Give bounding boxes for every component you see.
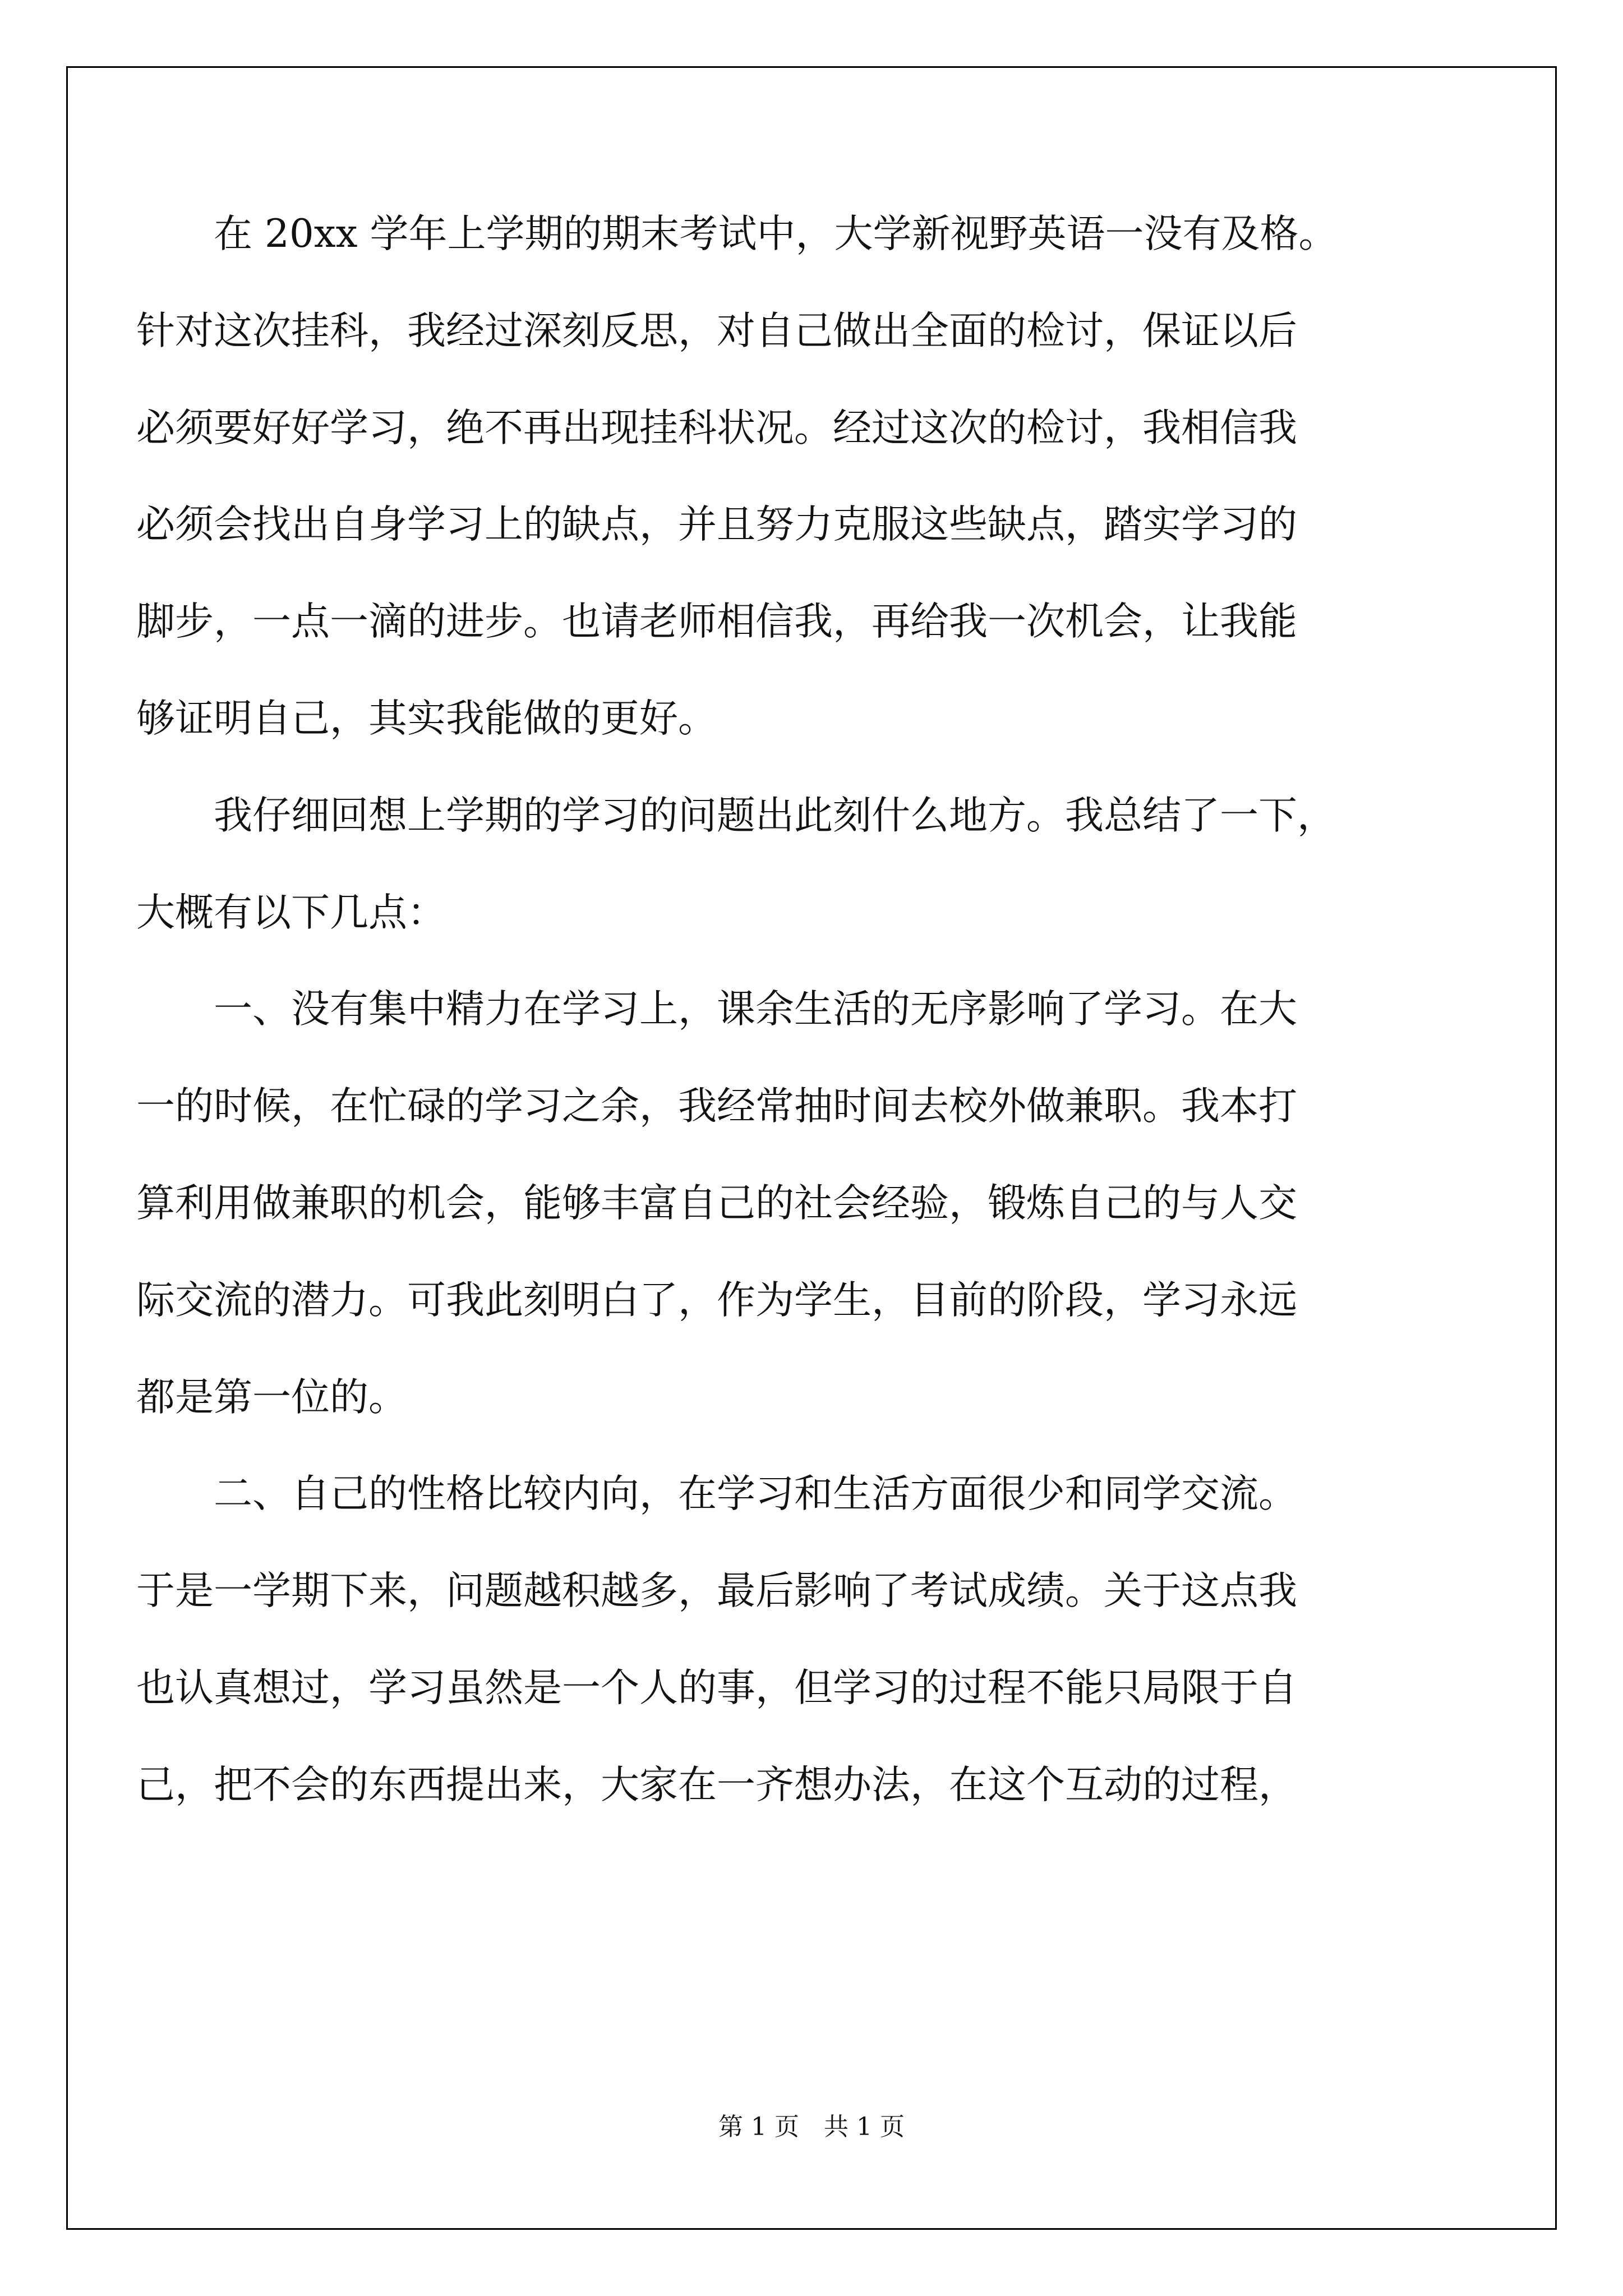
text-line: 都是第一位的。 xyxy=(136,1375,407,1420)
text-line: 必须会找出自身学习上的缺点，并且努力克服这些缺点，踏实学习的 xyxy=(136,502,1297,547)
text-line: 够证明自己，其实我能做的更好。 xyxy=(136,696,717,741)
text-line: 二、自己的性格比较内向，在学习和生活方面很少和同学交流。 xyxy=(214,1471,1297,1516)
text-line: 在 20xx 学年上学期的期末考试中，大学新视野英语一没有及格。 xyxy=(214,211,1338,256)
page-footer xyxy=(0,2110,1623,2144)
text-line: 际交流的潜力。可我此刻明白了，作为学生，目前的阶段，学习永远 xyxy=(136,1278,1297,1323)
text-line: 必须要好好学习，绝不再出现挂科状况。经过这次的检讨，我相信我 xyxy=(136,406,1297,450)
page-total: 共 1 页 xyxy=(824,2113,905,2141)
text-line: 脚步，一点一滴的进步。也请老师相信我，再给我一次机会，让我能 xyxy=(136,599,1297,644)
text-line: 己，把不会的东西提出来，大家在一齐想办法，在这个互动的过程， xyxy=(136,1763,1297,1807)
text-line: 一的时候，在忙碌的学习之余，我经常抽时间去校外做兼职。我本打 xyxy=(136,1084,1297,1129)
text-line: 一、没有集中精力在学习上，课余生活的无序影响了学习。在大 xyxy=(214,987,1297,1032)
text-line: 算利用做兼职的机会，能够丰富自己的社会经验，锻炼自己的与人交 xyxy=(136,1181,1297,1226)
text-line: 于是一学期下来，问题越积越多，最后影响了考试成绩。关于这点我 xyxy=(136,1568,1297,1613)
text-line: 大概有以下几点： xyxy=(136,890,446,935)
text-line: 我仔细回想上学期的学习的问题出此刻什么地方。我总结了一下， xyxy=(214,793,1336,838)
page-number: 第 1 页 xyxy=(718,2113,799,2141)
text-line: 针对这次挂科，我经过深刻反思，对自己做出全面的检讨，保证以后 xyxy=(136,309,1297,353)
text-line: 也认真想过，学习虽然是一个人的事，但学习的过程不能只局限于自 xyxy=(136,1665,1297,1710)
page-border xyxy=(66,66,1557,2230)
